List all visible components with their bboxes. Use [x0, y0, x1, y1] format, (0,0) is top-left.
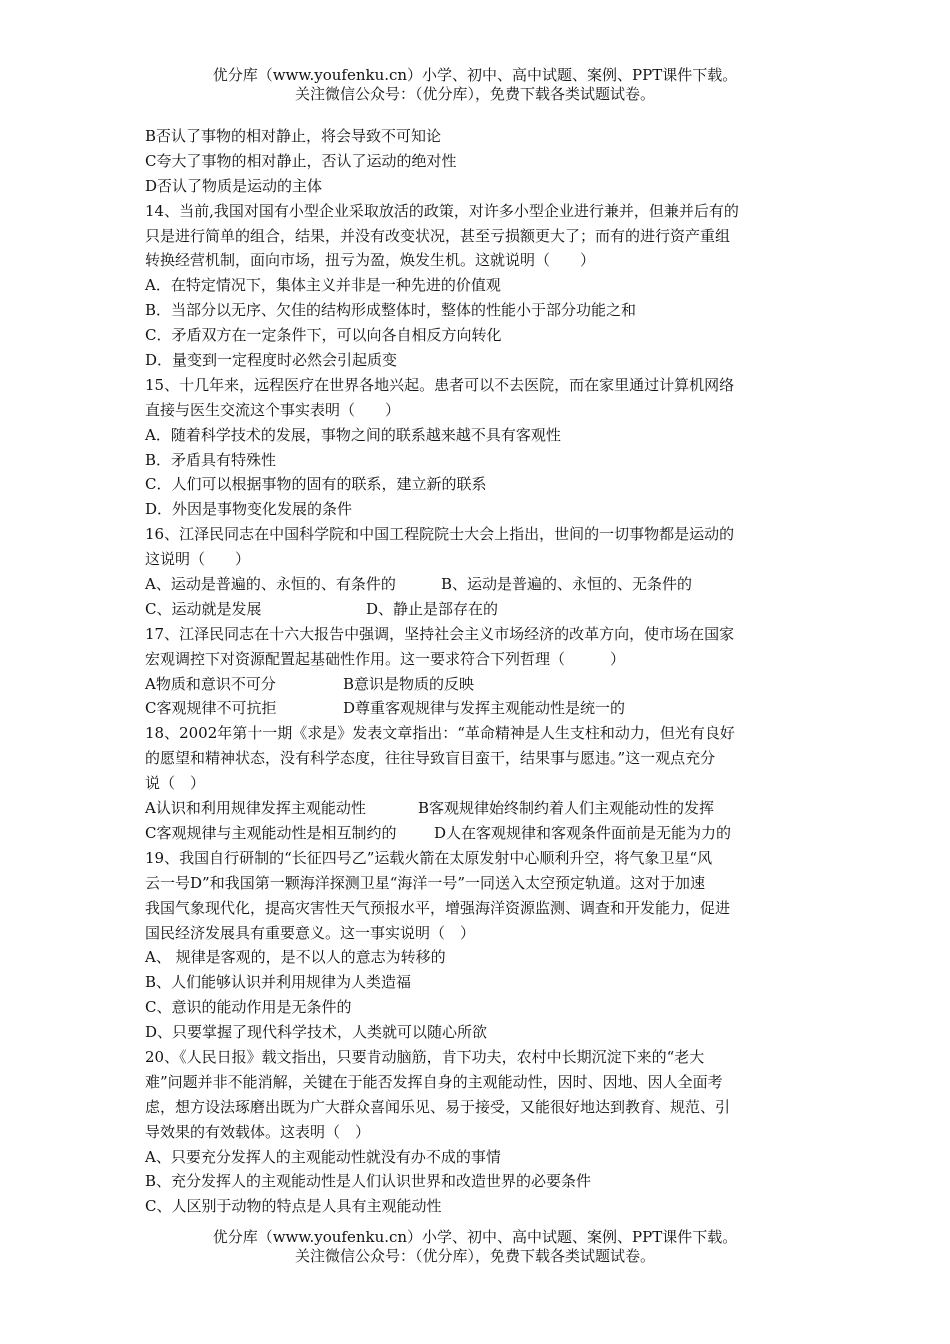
option-line: B、人们能够认识并利用规律为人类造福 — [145, 973, 412, 992]
option-line: A、 规律是客观的，是不以人的意志为转移的 — [145, 948, 446, 967]
option-right: B、运动是普遍的、永恒的、无条件的 — [441, 575, 693, 594]
option-line: C、人区别于动物的特点是人具有主观能动性 — [145, 1197, 442, 1216]
header-line-2: 关注微信公众号：（优分库），免费下载各类试题试卷。 — [294, 85, 655, 103]
document-body — [145, 124, 807, 1219]
question-19-line: 我国气象现代化，提高灾害性天气预报水平，增强海洋资源监测、调查和开发能力，促进 — [145, 898, 731, 917]
option-row — [145, 796, 807, 821]
page-footer — [0, 1228, 950, 1266]
header-line-1: 优分库（www.youfenku.cn）小学、初中、高中试题、案例、PPT课件下载。 — [212, 66, 738, 84]
question-14-line: 只是进行简单的组合，结果，并没有改变状况，甚至亏损额更大了；而有的进行资产重组 — [145, 226, 731, 245]
question-18-line: 的愿望和精神状态，没有科学态度，往往导致盲目蛮干，结果事与愿违。”这一观点充分 — [145, 749, 716, 768]
question-20-line: 20、《人民日报》载文指出，只要肯动脑筋，肯下功夫，农村中长期沉淀下来的“老大 — [145, 1047, 705, 1066]
option-line: B、充分发挥人的主观能动性是人们认识世界和改造世界的必要条件 — [145, 1172, 592, 1191]
question-14-line: 14、当前,我国对国有小型企业采取放活的政策，对许多小型企业进行兼并，但兼并后有的 — [145, 201, 739, 220]
question-20-line: 导效果的有效载体。这表明（ ） — [145, 1122, 371, 1141]
option-line: B．当部分以无序、欠佳的结构形成整体时，整体的性能小于部分功能之和 — [145, 301, 637, 320]
question-17-line: 宏观调控下对资源配置起基础性作用。这一要求符合下列哲理（ ） — [145, 649, 626, 668]
question-19-line: 云一号D”和我国第一颗海洋探测卫星“海洋一号”一同送入太空预定轨道。这对于加速 — [145, 873, 706, 892]
option-line: D．量变到一定程度时必然会引起质变 — [145, 351, 398, 370]
option-left: A物质和意识不可分 — [145, 674, 276, 693]
footer-line-1: 优分库（www.youfenku.cn）小学、初中、高中试题、案例、PPT课件下载。 — [212, 1228, 738, 1246]
question-17-line: 17、江泽民同志在十六大报告中强调，坚持社会主义市场经济的改革方向，使市场在国家 — [145, 624, 735, 643]
question-20-line: 难”问题并非不能消解，关键在于能否发挥自身的主观能动性，因时、因地、因人全面考 — [145, 1072, 723, 1091]
option-left: C客观规律不可抗拒 — [145, 699, 277, 718]
option-line: D．外因是事物变化发展的条件 — [145, 500, 353, 519]
question-18-line: 说（ ） — [145, 774, 206, 793]
option-left: A认识和利用规律发挥主观能动性 — [145, 799, 366, 818]
option-left: A、运动是普遍的、永恒的、有条件的 — [145, 575, 396, 594]
option-line: C．矛盾双方在一定条件下，可以向各自相反方向转化 — [145, 326, 502, 345]
option-right: B意识是物质的反映 — [343, 674, 475, 693]
question-18-line: 18、2002年第十一期《求是》发表文章指出：“革命精神是人生支柱和动力，但光有良好 — [145, 724, 735, 743]
option-line: A．随着科学技术的发展，事物之间的联系越来越不具有客观性 — [145, 425, 561, 444]
option-line: C．人们可以根据事物的固有的联系，建立新的联系 — [145, 475, 487, 494]
question-16-line: 这说明（ ） — [145, 550, 251, 569]
option-row — [145, 572, 807, 597]
text-line: D否认了物质是运动的主体 — [145, 176, 323, 195]
option-row — [145, 672, 807, 697]
question-16-line: 16、江泽民同志在中国科学院和中国工程院院士大会上指出，世间的一切事物都是运动的 — [145, 525, 735, 544]
text-line: C夸大了事物的相对静止，否认了运动的绝对性 — [145, 151, 457, 170]
option-right: D、静止是部存在的 — [366, 599, 499, 618]
option-right: B客观规律始终制约着人们主观能动性的发挥 — [418, 799, 715, 818]
page-header — [0, 66, 950, 104]
question-19-line: 19、我国自行研制的“长征四号乙”运载火箭在太原发射中心顺利升空，将气象卫星“风 — [145, 848, 713, 867]
question-14-line: 转换经营机制，面向市场，扭亏为盈，焕发生机。这就说明（ ） — [145, 251, 596, 270]
option-right: D尊重客观规律与发挥主观能动性是统一的 — [343, 699, 626, 718]
footer-line-2: 关注微信公众号：（优分库），免费下载各类试题试卷。 — [294, 1247, 655, 1265]
option-left: C、运动就是发展 — [145, 599, 262, 618]
option-line: D、只要掌握了现代科学技术，人类就可以随心所欲 — [145, 1023, 488, 1042]
option-right: D人在客观规律和客观条件面前是无能为力的 — [434, 823, 732, 842]
text-line: B否认了事物的相对静止，将会导致不可知论 — [145, 127, 442, 145]
option-line: C、意识的能动作用是无条件的 — [145, 998, 352, 1017]
option-row — [145, 696, 807, 721]
question-15-line: 15、十几年来，远程医疗在世界各地兴起。患者可以不去医院，而在家里通过计算机网络 — [145, 375, 735, 394]
option-line: A、只要充分发挥人的主观能动性就没有办不成的事情 — [145, 1147, 501, 1166]
option-line: A．在特定情况下，集体主义并非是一种先进的价值观 — [145, 276, 501, 295]
option-row — [145, 597, 807, 622]
question-19-line: 国民经济发展具有重要意义。这一事实说明（ ） — [145, 923, 476, 942]
option-row — [145, 821, 807, 846]
option-left: C客观规律与主观能动性是相互制约的 — [145, 823, 397, 842]
option-line: B．矛盾具有特殊性 — [145, 450, 277, 469]
question-15-line: 直接与医生交流这个事实表明（ ） — [145, 400, 401, 419]
question-20-line: 虑，想方设法琢磨出既为广大群众喜闻乐见、易于接受，又能很好地达到教育、规范、引 — [145, 1097, 731, 1116]
